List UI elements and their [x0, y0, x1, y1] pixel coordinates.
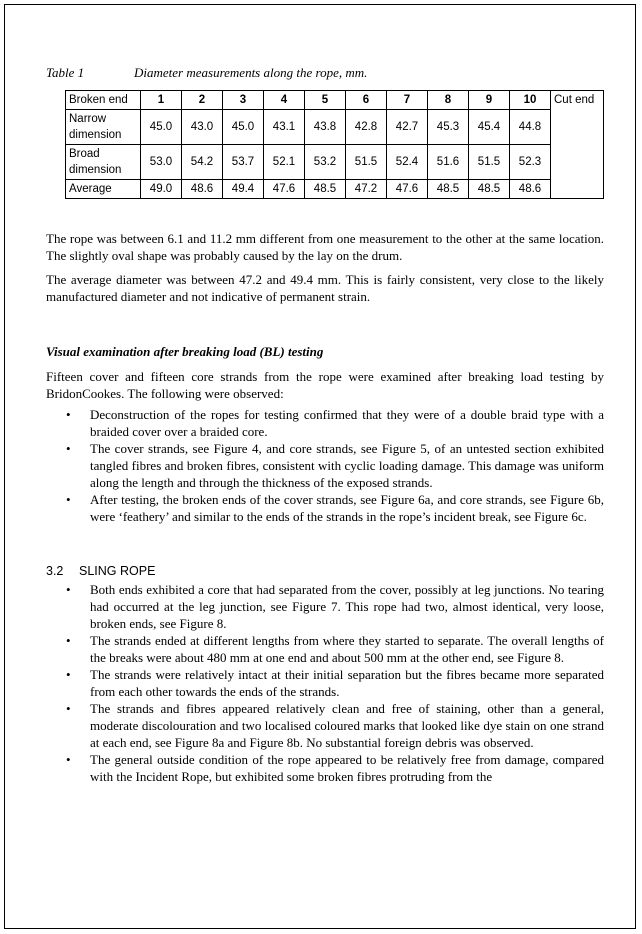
- table-header-row: [66, 91, 604, 110]
- header-col-2: 2: [182, 91, 223, 110]
- page-content: [46, 65, 604, 785]
- list-item: [46, 406, 604, 440]
- header-col-10: 10: [510, 91, 551, 110]
- table-title: Diameter measurements along the rope, mm.: [134, 65, 368, 80]
- bullet-icon: •: [66, 492, 71, 507]
- table-cell: 49.0: [141, 180, 182, 199]
- header-col-8: 8: [428, 91, 469, 110]
- document-page: [4, 4, 636, 929]
- table-cell: 49.4: [223, 180, 264, 199]
- diameter-table: [65, 90, 604, 199]
- table-row-broad: [66, 145, 604, 180]
- table-cell: 47.6: [387, 180, 428, 199]
- table-cell: 51.5: [469, 145, 510, 180]
- table-cell: 52.1: [264, 145, 305, 180]
- list-item-text: Deconstruction of the ropes for testing confirmed that they were of a double braid type with a braided cover over a braided core.: [90, 407, 604, 439]
- table-label: Table 1: [46, 65, 85, 80]
- bullet-icon: •: [66, 633, 71, 648]
- list-item-text: The strands were relatively intact at their initial separation but the fibres became more separated from each other towards the ends of the strands.: [90, 667, 604, 699]
- list-item-text: Both ends exhibited a core that had separated from the cover, possibly at leg junctions. No tearing had occurred at the leg junction, see Figure 7. This rope had two, almost identical, very loose, broken ends, see Figure 8.: [90, 582, 604, 631]
- table-cell: 53.0: [141, 145, 182, 180]
- table-cell: 42.7: [387, 110, 428, 145]
- list-item: [46, 491, 604, 525]
- list-item: [46, 632, 604, 666]
- table-cell: 48.6: [182, 180, 223, 199]
- paragraph-measurement-difference: The rope was between 6.1 and 11.2 mm different from one measurement to the other at the same location. The slightly oval shape was probably caused by the lay on the drum.: [46, 231, 604, 263]
- header-col-1: 1: [141, 91, 182, 110]
- table-cell: 52.4: [387, 145, 428, 180]
- section-number: 3.2: [46, 564, 64, 578]
- bullet-icon: •: [66, 441, 71, 456]
- table-cell: 45.0: [141, 110, 182, 145]
- list-item-text: The strands ended at different lengths from where they started to separate. The overall lengths of the breaks were about 480 mm at one end and about 500 mm at the other end, see Figure 8.: [90, 633, 604, 665]
- table-row-average: [66, 180, 604, 199]
- table-cell: 53.7: [223, 145, 264, 180]
- table-cell: 42.8: [346, 110, 387, 145]
- visual-examination-heading: Visual examination after breaking load (BL) testing: [46, 344, 324, 359]
- table-cell: 45.3: [428, 110, 469, 145]
- header-col-9: 9: [469, 91, 510, 110]
- header-col-4: 4: [264, 91, 305, 110]
- row-label: Average: [66, 180, 141, 199]
- bullet-icon: •: [66, 752, 71, 767]
- bullet-icon: •: [66, 582, 71, 597]
- bullet-icon: •: [66, 701, 71, 716]
- header-col-3: 3: [223, 91, 264, 110]
- header-col-6: 6: [346, 91, 387, 110]
- list-item-text: The strands and fibres appeared relatively clean and free of staining, other than a general, moderate discolouration and two localised coloured marks that looked like dye stain on one strand at each end, see Figure 8a and Figure 8b. No substantial foreign debris was observed.: [90, 701, 604, 750]
- list-item-text: The general outside condition of the rope appeared to be relatively free from damage, compared with the Incident Rope, but exhibited some broken fibres protruding from the: [90, 752, 604, 784]
- table-row-narrow: [66, 110, 604, 145]
- table-cell: 43.1: [264, 110, 305, 145]
- table-cell: 51.5: [346, 145, 387, 180]
- table-cell: 43.8: [305, 110, 346, 145]
- list-item: [46, 666, 604, 700]
- table-cell: 48.6: [510, 180, 551, 199]
- list-item: [46, 700, 604, 751]
- header-cut-end: Cut end: [551, 91, 604, 199]
- table-cell: 45.4: [469, 110, 510, 145]
- row-label: Narrow dimension: [66, 110, 141, 145]
- table-cell: 52.3: [510, 145, 551, 180]
- sling-rope-list: [46, 581, 604, 785]
- list-item-text: After testing, the broken ends of the cover strands, see Figure 6a, and core strands, see Figure 6b, were ‘feathery’ and similar to the ends of the strands in the rope’s incident break, see Figure 6c.: [90, 492, 604, 524]
- table-cell: 47.2: [346, 180, 387, 199]
- list-item-text: The cover strands, see Figure 4, and core strands, see Figure 5, of an untested section exhibited tangled fibres and broken fibres, consistent with cyclic loading damage. This damage was uniform along the length and through the thickness of the exposed strands.: [90, 441, 604, 490]
- table-cell: 47.6: [264, 180, 305, 199]
- header-col-7: 7: [387, 91, 428, 110]
- table-cell: 53.2: [305, 145, 346, 180]
- sling-rope-heading: [46, 563, 604, 580]
- header-col-5: 5: [305, 91, 346, 110]
- visual-examination-intro: Fifteen cover and fifteen core strands from the rope were examined after breaking load testing by BridonCookes. The following were observed:: [46, 369, 604, 401]
- table-cell: 51.6: [428, 145, 469, 180]
- list-item: [46, 751, 604, 785]
- bullet-icon: •: [66, 667, 71, 682]
- table-cell: 48.5: [469, 180, 510, 199]
- visual-examination-list: [46, 406, 604, 525]
- row-label: Broad dimension: [66, 145, 141, 180]
- list-item: [46, 440, 604, 491]
- table-cell: 48.5: [305, 180, 346, 199]
- paragraph-average-diameter: The average diameter was between 47.2 and 49.4 mm. This is fairly consistent, very close to the likely manufactured diameter and not indicative of permanent strain.: [46, 272, 604, 304]
- list-item: [46, 581, 604, 632]
- table-cell: 44.8: [510, 110, 551, 145]
- table-caption: [46, 65, 604, 81]
- table-cell: 54.2: [182, 145, 223, 180]
- table-cell: 43.0: [182, 110, 223, 145]
- table-cell: 48.5: [428, 180, 469, 199]
- table-cell: 45.0: [223, 110, 264, 145]
- section-title: SLING ROPE: [79, 564, 156, 578]
- bullet-icon: •: [66, 407, 71, 422]
- header-broken-end: Broken end: [66, 91, 141, 110]
